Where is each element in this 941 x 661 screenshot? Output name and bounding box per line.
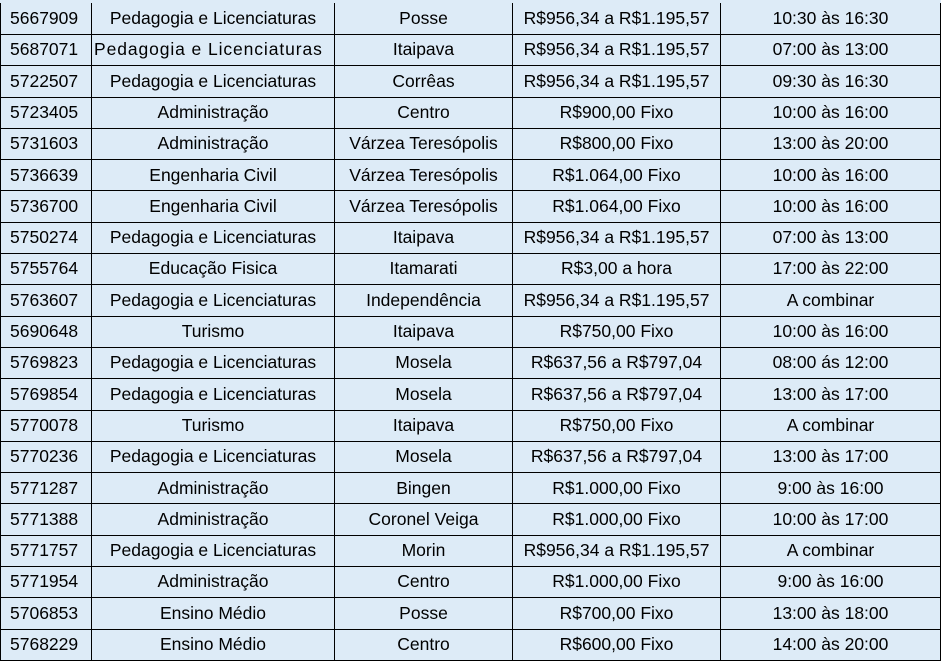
- neighborhood-cell: Itamarati: [335, 254, 513, 284]
- salary-cell: R$1.064,00 Fixo: [513, 160, 721, 190]
- neighborhood-cell: Itaipava: [335, 223, 513, 253]
- salary-cell: R$750,00 Fixo: [513, 317, 721, 347]
- course-cell: Engenharia Civil: [92, 160, 335, 190]
- code-cell: 5690648: [0, 317, 92, 347]
- table-row: [0, 536, 941, 567]
- salary-cell: R$600,00 Fixo: [513, 630, 721, 660]
- course-cell: Administração: [92, 473, 335, 503]
- code-cell: 5771388: [0, 504, 92, 534]
- table-row: [0, 0, 941, 35]
- schedule-cell: 10:30 às 16:30: [721, 3, 941, 34]
- code-cell: 5722507: [0, 66, 92, 96]
- table-row: [0, 442, 941, 473]
- neighborhood-cell: Itaipava: [335, 317, 513, 347]
- table-row: [0, 160, 941, 191]
- code-cell: 5768229: [0, 630, 92, 660]
- table-row: [0, 379, 941, 410]
- salary-cell: R$956,34 a R$1.195,57: [513, 66, 721, 96]
- code-cell: 5771287: [0, 473, 92, 503]
- schedule-cell: 13:00 às 20:00: [721, 129, 941, 159]
- table-row: [0, 473, 941, 504]
- neighborhood-cell: Itaipava: [335, 35, 513, 65]
- course-cell: Pedagogia e Licenciaturas: [92, 285, 335, 315]
- code-cell: 5736639: [0, 160, 92, 190]
- code-cell: 5769854: [0, 379, 92, 409]
- code-cell: 5731603: [0, 129, 92, 159]
- course-cell: Engenharia Civil: [92, 191, 335, 221]
- schedule-cell: 10:00 às 17:00: [721, 504, 941, 534]
- salary-cell: R$3,00 a hora: [513, 254, 721, 284]
- table-row: [0, 598, 941, 629]
- neighborhood-cell: Mosela: [335, 379, 513, 409]
- code-cell: 5763607: [0, 285, 92, 315]
- table-row: [0, 66, 941, 97]
- schedule-cell: 9:00 às 16:00: [721, 567, 941, 597]
- schedule-cell: A combinar: [721, 411, 941, 441]
- neighborhood-cell: Posse: [335, 3, 513, 34]
- code-cell: 5770236: [0, 442, 92, 472]
- neighborhood-cell: Centro: [335, 630, 513, 660]
- table-row: [0, 348, 941, 379]
- course-cell: Pedagogia e Licenciaturas: [92, 66, 335, 96]
- schedule-cell: A combinar: [721, 536, 941, 566]
- salary-cell: R$1.000,00 Fixo: [513, 473, 721, 503]
- code-cell: 5736700: [0, 191, 92, 221]
- salary-cell: R$1.000,00 Fixo: [513, 567, 721, 597]
- schedule-cell: 13:00 às 17:00: [721, 379, 941, 409]
- course-cell: Pedagogia e Licenciaturas: [92, 223, 335, 253]
- neighborhood-cell: Centro: [335, 567, 513, 597]
- neighborhood-cell: Coronel Veiga: [335, 504, 513, 534]
- neighborhood-cell: Várzea Teresópolis: [335, 129, 513, 159]
- neighborhood-cell: Posse: [335, 598, 513, 628]
- table-row: [0, 98, 941, 129]
- salary-cell: R$956,34 a R$1.195,57: [513, 35, 721, 65]
- schedule-cell: 13:00 às 17:00: [721, 442, 941, 472]
- course-cell: Pedagogia e Licenciaturas: [92, 379, 335, 409]
- code-cell: 5750274: [0, 223, 92, 253]
- neighborhood-cell: Várzea Teresópolis: [335, 191, 513, 221]
- table-row: [0, 191, 941, 222]
- course-cell: Administração: [92, 567, 335, 597]
- course-cell: Turismo: [92, 411, 335, 441]
- schedule-cell: A combinar: [721, 285, 941, 315]
- neighborhood-cell: Corrêas: [335, 66, 513, 96]
- table-row: [0, 411, 941, 442]
- course-cell: Ensino Médio: [92, 598, 335, 628]
- salary-cell: R$956,34 a R$1.195,57: [513, 285, 721, 315]
- course-cell: Pedagogia e Licenciaturas: [92, 35, 335, 65]
- neighborhood-cell: Itaipava: [335, 411, 513, 441]
- code-cell: 5667909: [0, 3, 92, 34]
- course-cell: Administração: [92, 98, 335, 128]
- table-row: [0, 35, 941, 66]
- salary-cell: R$637,56 a R$797,04: [513, 442, 721, 472]
- neighborhood-cell: Centro: [335, 98, 513, 128]
- course-cell: Administração: [92, 504, 335, 534]
- code-cell: 5723405: [0, 98, 92, 128]
- course-cell: Turismo: [92, 317, 335, 347]
- course-cell: Educação Fisica: [92, 254, 335, 284]
- course-cell: Administração: [92, 129, 335, 159]
- salary-cell: R$637,56 a R$797,04: [513, 348, 721, 378]
- code-cell: 5771757: [0, 536, 92, 566]
- salary-cell: R$700,00 Fixo: [513, 598, 721, 628]
- salary-cell: R$956,34 a R$1.195,57: [513, 3, 721, 34]
- schedule-cell: 07:00 às 13:00: [721, 223, 941, 253]
- neighborhood-cell: Mosela: [335, 348, 513, 378]
- salary-cell: R$1.064,00 Fixo: [513, 191, 721, 221]
- schedule-cell: 10:00 às 16:00: [721, 191, 941, 221]
- salary-cell: R$956,34 a R$1.195,57: [513, 536, 721, 566]
- schedule-cell: 14:00 às 20:00: [721, 630, 941, 660]
- salary-cell: R$1.000,00 Fixo: [513, 504, 721, 534]
- course-cell: Pedagogia e Licenciaturas: [92, 442, 335, 472]
- code-cell: 5771954: [0, 567, 92, 597]
- schedule-cell: 08:00 ás 12:00: [721, 348, 941, 378]
- table-row: [0, 630, 941, 661]
- schedule-cell: 10:00 às 16:00: [721, 317, 941, 347]
- neighborhood-cell: Mosela: [335, 442, 513, 472]
- table-row: [0, 223, 941, 254]
- code-cell: 5770078: [0, 411, 92, 441]
- neighborhood-cell: Morin: [335, 536, 513, 566]
- salary-cell: R$800,00 Fixo: [513, 129, 721, 159]
- course-cell: Pedagogia e Licenciaturas: [92, 3, 335, 34]
- table-row: [0, 504, 941, 535]
- code-cell: 5769823: [0, 348, 92, 378]
- schedule-cell: 9:00 às 16:00: [721, 473, 941, 503]
- course-cell: Pedagogia e Licenciaturas: [92, 536, 335, 566]
- salary-cell: R$637,56 a R$797,04: [513, 379, 721, 409]
- course-cell: Ensino Médio: [92, 630, 335, 660]
- code-cell: 5755764: [0, 254, 92, 284]
- schedule-cell: 10:00 às 16:00: [721, 160, 941, 190]
- course-cell: Pedagogia e Licenciaturas: [92, 348, 335, 378]
- schedule-cell: 17:00 às 22:00: [721, 254, 941, 284]
- table-row: [0, 129, 941, 160]
- salary-cell: R$956,34 a R$1.195,57: [513, 223, 721, 253]
- salary-cell: R$900,00 Fixo: [513, 98, 721, 128]
- neighborhood-cell: Independência: [335, 285, 513, 315]
- schedule-cell: 10:00 às 16:00: [721, 98, 941, 128]
- table-row: [0, 317, 941, 348]
- neighborhood-cell: Bingen: [335, 473, 513, 503]
- table-row: [0, 285, 941, 316]
- table-row: [0, 567, 941, 598]
- neighborhood-cell: Várzea Teresópolis: [335, 160, 513, 190]
- code-cell: 5706853: [0, 598, 92, 628]
- schedule-cell: 07:00 às 13:00: [721, 35, 941, 65]
- salary-cell: R$750,00 Fixo: [513, 411, 721, 441]
- schedule-cell: 13:00 às 18:00: [721, 598, 941, 628]
- code-cell: 5687071: [0, 35, 92, 65]
- schedule-cell: 09:30 às 16:30: [721, 66, 941, 96]
- table-row: [0, 254, 941, 285]
